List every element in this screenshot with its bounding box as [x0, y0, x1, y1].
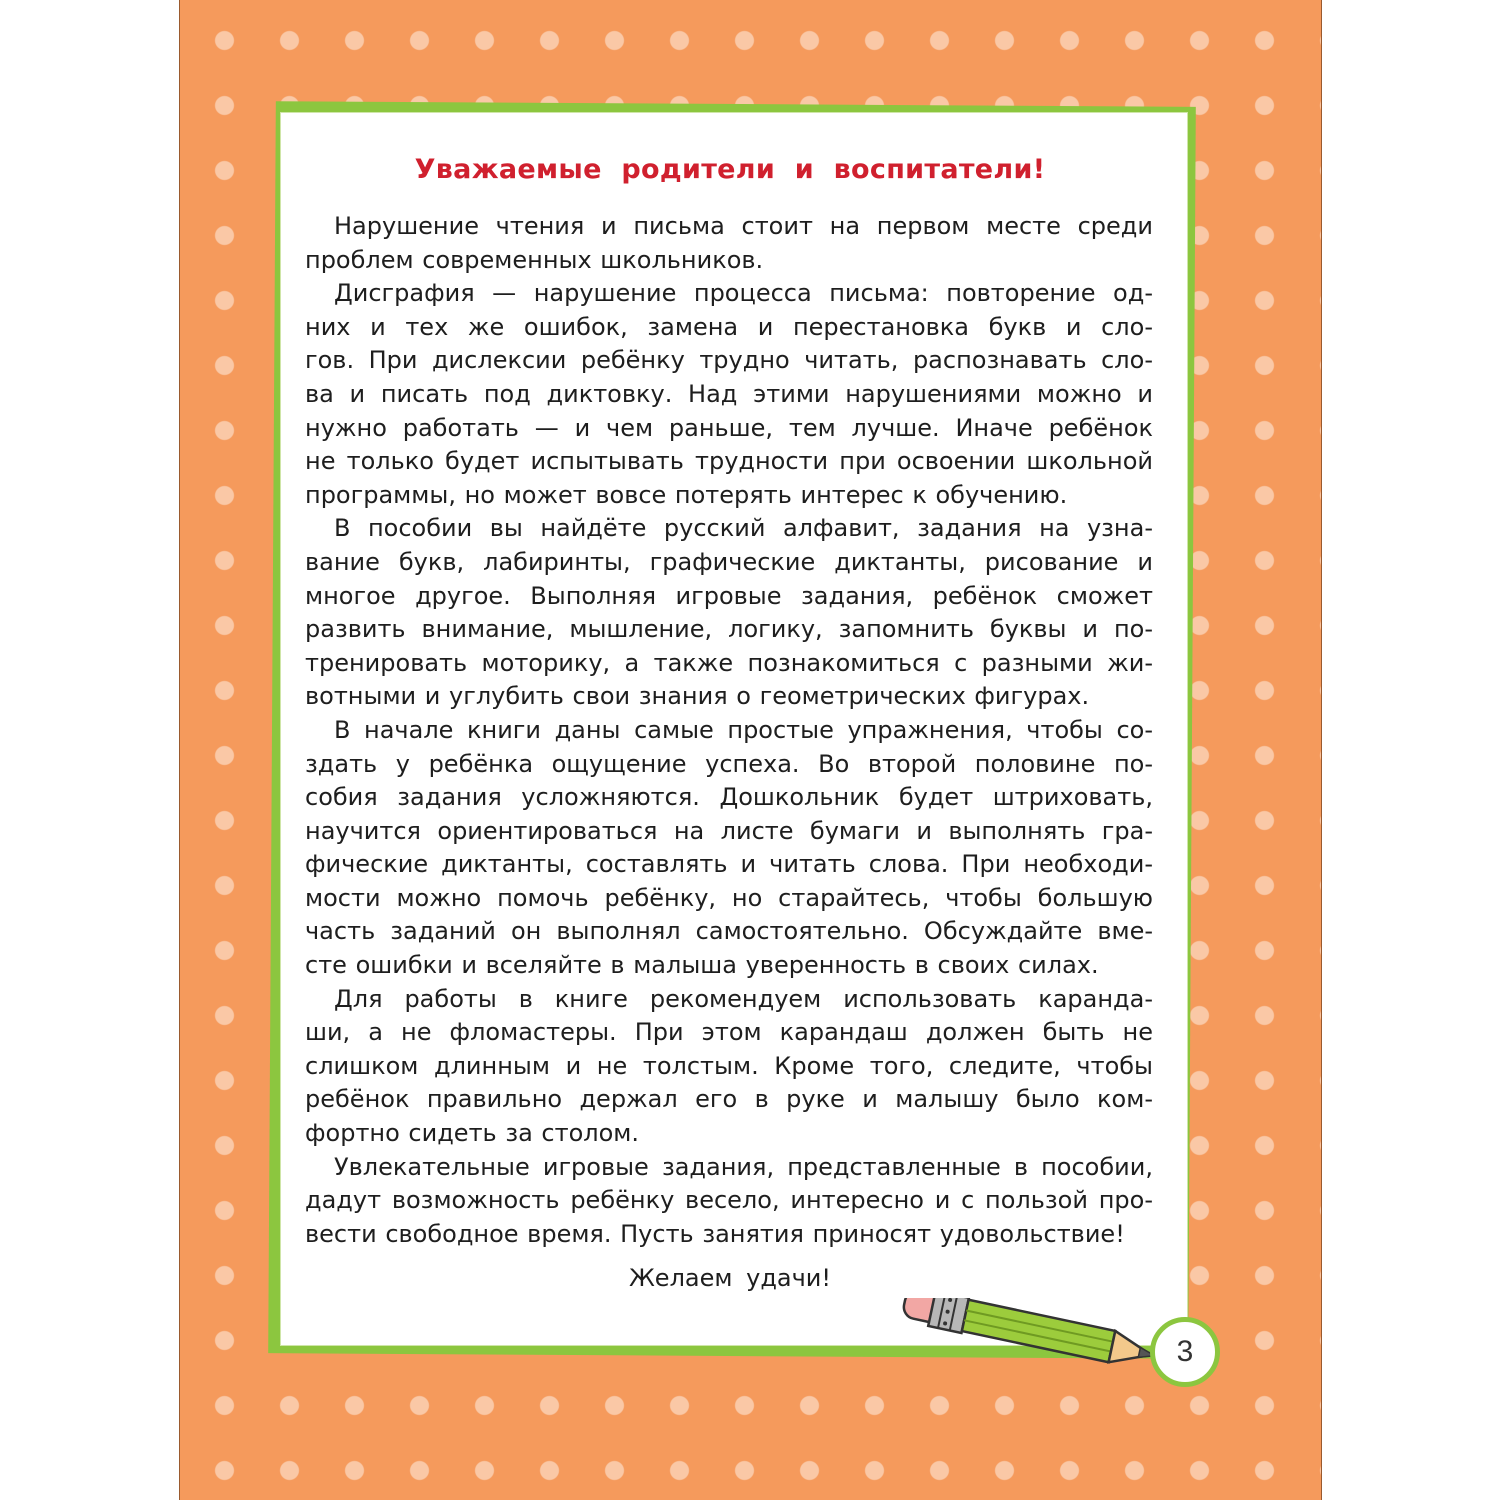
text-line: вотными и углубить свои знания о геометрических фигурах.: [305, 682, 1090, 711]
text-line: научится ориентироваться на листе бумаги и выполнять гра-: [305, 816, 1153, 845]
text-line: Дисграфия — нарушение процесса письма: повторение од-: [334, 279, 1153, 308]
text-line: здать у ребёнка ощущение успеха. Во второй половине по-: [305, 749, 1153, 778]
text-line: них и тех же ошибок, замена и перестановка букв и сло-: [305, 312, 1153, 341]
page-title: Уважаемые родители и воспитатели!: [414, 154, 1046, 185]
paragraph: [305, 983, 1153, 1151]
text-line: вести свободное время. Пусть занятия приносят удовольствие!: [305, 1219, 1125, 1248]
body-text: [305, 210, 1153, 1251]
paragraph: [305, 1151, 1153, 1252]
text-line: многое другое. Выполняя игровые задания, ребёнок сможет: [305, 581, 1153, 610]
paragraph: [305, 277, 1153, 512]
text-line: ребёнок правильно держал его в руке и малышу было ком-: [305, 1085, 1153, 1114]
text-line: проблем современных школьников.: [305, 245, 764, 274]
page-number: 3: [1150, 1317, 1220, 1387]
text-line: нужно работать — и чем раньше, тем лучше. Иначе ребёнок: [305, 413, 1153, 442]
pencil-icon: [888, 1298, 1178, 1378]
text-line: тренировать моторику, а также познакомиться с разными жи-: [305, 648, 1153, 677]
text-line: развить внимание, мышление, логику, запомнить буквы и по-: [305, 615, 1153, 644]
text-line: гов. При дислексии ребёнку трудно читать, распознавать сло-: [305, 346, 1153, 375]
text-line: собия задания усложняются. Дошкольник будет штриховать,: [305, 783, 1153, 812]
text-line: Нарушение чтения и письма стоит на первом месте среди: [334, 212, 1153, 240]
text-line: ва и писать под диктовку. Над этими нарушениями можно и: [305, 379, 1153, 408]
paragraph: [305, 512, 1153, 714]
text-line: фические диктанты, составлять и читать слова. При необходи-: [305, 850, 1153, 879]
text-line: слишком длинным и не толстым. Кроме того, следите, чтобы: [305, 1051, 1153, 1080]
text-line: Увлекательные игровые задания, представленные в пособии,: [334, 1152, 1153, 1181]
text-line: В начале книги даны самые простые упражнения, чтобы со-: [334, 715, 1153, 744]
text-line: вание букв, лабиринты, графические диктанты, рисование и: [305, 547, 1153, 576]
text-line: ши, а не фломастеры. При этом карандаш должен быть не: [305, 1018, 1153, 1047]
text-line: не только будет испытывать трудности при освоении школьной: [305, 447, 1153, 476]
text-line: программы, но может вовсе потерять интерес к обучению.: [305, 480, 1068, 509]
text-line: дадут возможность ребёнку весело, интересно и с пользой про-: [305, 1186, 1153, 1215]
paragraph: [305, 210, 1153, 277]
text-line: мости можно помочь ребёнку, но старайтесь, чтобы большую: [305, 883, 1153, 912]
paragraph: [305, 714, 1153, 983]
closing-line: Желаем удачи!: [628, 1264, 832, 1292]
text-line: В пособии вы найдёте русский алфавит, задания на узна-: [334, 514, 1153, 543]
text-line: сте ошибки и вселяйте в малыша уверенность в своих силах.: [305, 951, 1099, 980]
text-line: часть заданий он выполнял самостоятельно. Обсуждайте вме-: [305, 917, 1153, 946]
text-line: Для работы в книге рекомендуем использовать каранда-: [334, 984, 1153, 1013]
text-line: фортно сидеть за столом.: [305, 1119, 640, 1148]
